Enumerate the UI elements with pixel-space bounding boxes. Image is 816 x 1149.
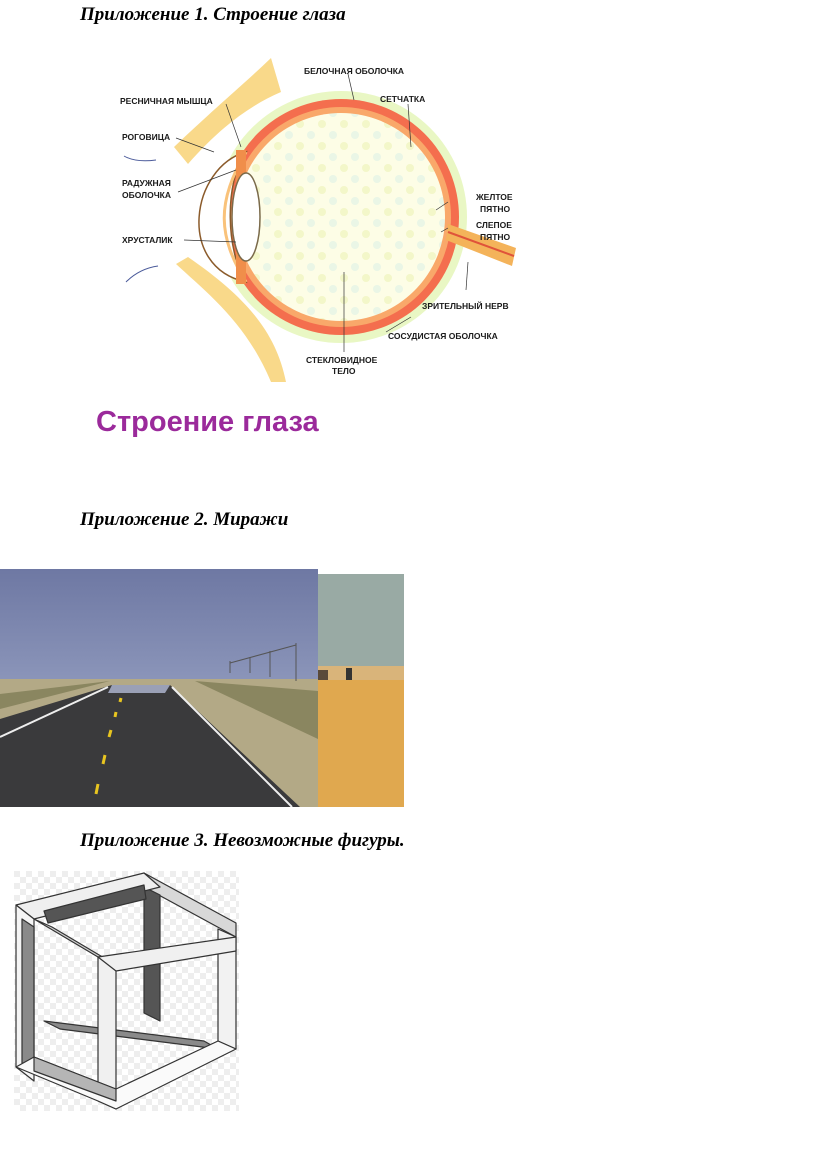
- eye-structure-diagram: [96, 52, 536, 392]
- label-optic-nerve: ЗРИТЕЛЬНЫЙ НЕРВ: [422, 301, 509, 311]
- label-choroid: СОСУДИСТАЯ ОБОЛОЧКА: [388, 331, 498, 341]
- label-vitreous-2: ТЕЛО: [332, 366, 356, 376]
- label-blind-spot-1: СЛЕПОЕ: [476, 220, 512, 230]
- appendix-1-heading: Приложение 1. Строение глаза: [80, 4, 346, 25]
- label-yellow-spot-1: ЖЕЛТОЕ: [476, 192, 513, 202]
- eye-diagram-caption: Строение глаза: [96, 406, 319, 438]
- appendix-3-heading: Приложение 3. Невозможные фигуры.: [80, 830, 405, 851]
- label-ciliary-muscle: РЕСНИЧНАЯ МЫШЦА: [120, 96, 213, 106]
- label-retina: СЕТЧАТКА: [380, 94, 426, 104]
- appendix-2-heading: Приложение 2. Миражи: [80, 509, 289, 530]
- impossible-cube-figure: [14, 871, 239, 1111]
- desert-mirage-photo: [318, 574, 404, 807]
- label-iris-2: ОБОЛОЧКА: [122, 190, 171, 200]
- label-vitreous-1: СТЕКЛОВИДНОЕ: [306, 355, 378, 365]
- label-yellow-spot-2: ПЯТНО: [480, 204, 511, 214]
- label-cornea: РОГОВИЦА: [122, 132, 171, 142]
- label-lens: ХРУСТАЛИК: [122, 235, 173, 245]
- road-mirage-photo: [0, 569, 318, 807]
- label-iris-1: РАДУЖНАЯ: [122, 178, 171, 188]
- label-blind-spot-2: ПЯТНО: [480, 232, 511, 242]
- label-sclera: БЕЛОЧНАЯ ОБОЛОЧКА: [304, 66, 405, 76]
